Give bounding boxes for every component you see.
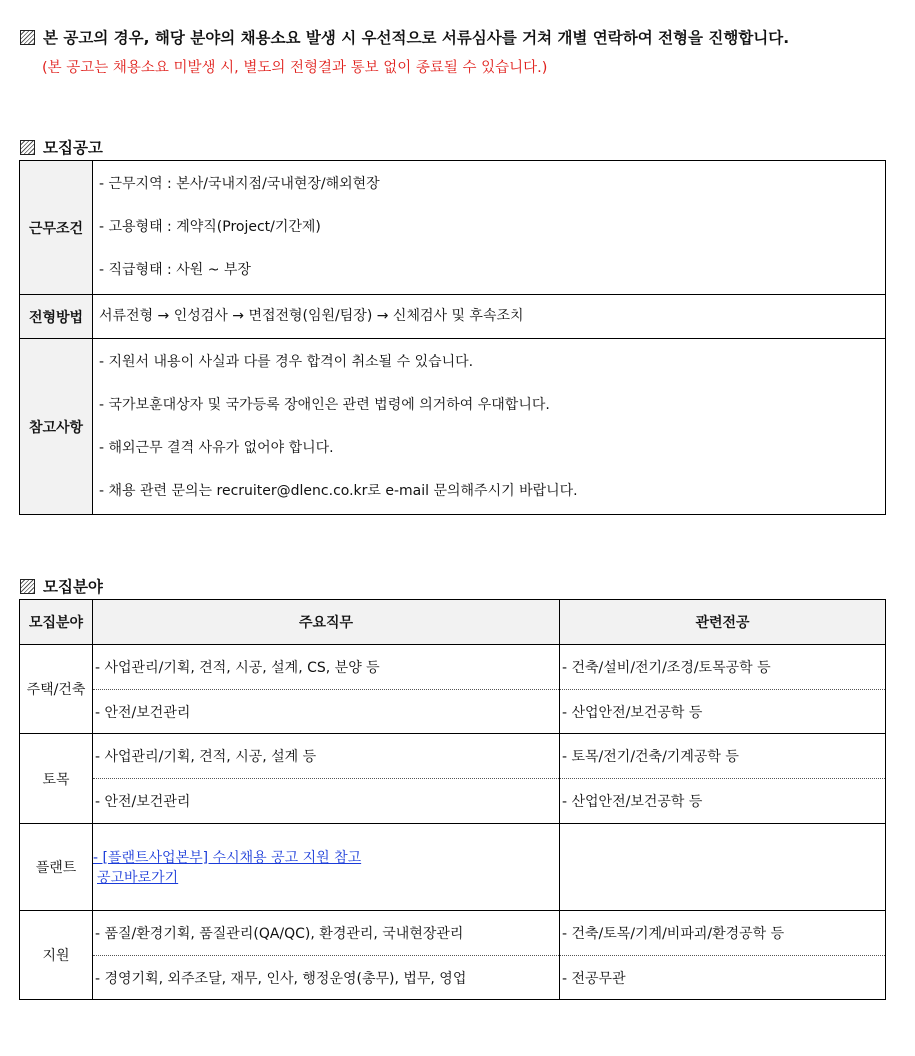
header-major: 관련전공 bbox=[560, 600, 886, 645]
table-row bbox=[20, 911, 886, 956]
table-row bbox=[20, 779, 886, 824]
row-content bbox=[93, 161, 886, 295]
table-row bbox=[20, 734, 886, 779]
table-row bbox=[20, 161, 886, 295]
major-cell: - 건축/토목/기계/비파괴/환경공학 등 bbox=[560, 911, 886, 956]
hatched-square-icon bbox=[20, 140, 35, 155]
duty-cell: - 품질/환경기획, 품질관리(QA/QC), 환경관리, 국내현장관리 bbox=[93, 911, 560, 956]
table-row bbox=[20, 824, 886, 911]
notice-main bbox=[20, 26, 900, 48]
major-cell bbox=[560, 824, 886, 911]
duty-cell bbox=[93, 824, 560, 911]
duty-cell: - 안전/보건관리 bbox=[93, 690, 560, 734]
row-label: 근무조건 bbox=[20, 161, 93, 295]
recruit-fields-title-text: 모집분야 bbox=[43, 578, 103, 596]
recruit-fields-title bbox=[20, 575, 103, 597]
major-cell: - 산업안전/보건공학 등 bbox=[560, 690, 886, 734]
notice-main-text: 본 공고의 경우, 해당 분야의 채용소요 발생 시 우선적으로 서류심사를 거쳐 개별 연락하여 전형을 진행합니다. bbox=[43, 29, 790, 47]
row-content bbox=[93, 339, 886, 515]
recruit-notice-table bbox=[19, 160, 886, 515]
table-row bbox=[20, 690, 886, 734]
content-line: 서류전형 → 인성검사 → 면접전형(임원/팀장) → 신체검사 및 후속조치 bbox=[99, 308, 524, 324]
table-row bbox=[20, 339, 886, 515]
major-cell: - 토목/전기/건축/기계공학 등 bbox=[560, 734, 886, 779]
content-line: - 고용형태 : 계약직(Project/기간제) bbox=[99, 219, 321, 235]
group-name: 플랜트 bbox=[20, 824, 93, 911]
major-cell: - 건축/설비/전기/조경/토목공학 등 bbox=[560, 645, 886, 690]
content-line: - 해외근무 결격 사유가 없어야 합니다. bbox=[99, 439, 334, 456]
row-content bbox=[93, 295, 886, 339]
recruit-notice-title-text: 모집공고 bbox=[43, 139, 103, 157]
recruit-fields-table bbox=[19, 599, 886, 1000]
major-cell: - 산업안전/보건공학 등 bbox=[560, 779, 886, 824]
group-name: 지원 bbox=[20, 911, 93, 1000]
group-name: 주택/건축 bbox=[20, 645, 93, 734]
major-cell: - 전공무관 bbox=[560, 956, 886, 1000]
duty-cell: - 안전/보건관리 bbox=[93, 779, 560, 824]
header-duty: 주요직무 bbox=[93, 600, 560, 645]
plant-notice-link[interactable]: - [플랜트사업본부] 수시채용 공고 지원 참고 bbox=[93, 850, 362, 866]
hatched-square-icon bbox=[20, 579, 35, 594]
duty-cell: - 사업관리/기획, 견적, 시공, 설계, CS, 분양 등 bbox=[93, 645, 560, 690]
duty-cell: - 경영기획, 외주조달, 재무, 인사, 행정운영(총무), 법무, 영업 bbox=[93, 956, 560, 1000]
table-row bbox=[20, 295, 886, 339]
notice bbox=[20, 26, 900, 77]
row-label: 참고사항 bbox=[20, 339, 93, 515]
content-line: - 직급형태 : 사원 ~ 부장 bbox=[99, 262, 251, 278]
content-line: - 근무지역 : 본사/국내지점/국내현장/해외현장 bbox=[99, 176, 380, 192]
header-row bbox=[20, 600, 886, 645]
group-name: 토목 bbox=[20, 734, 93, 824]
duty-cell: - 사업관리/기획, 견적, 시공, 설계 등 bbox=[93, 734, 560, 779]
table-row bbox=[20, 645, 886, 690]
content-line: - 채용 관련 문의는 recruiter@dlenc.co.kr로 e-mail 문의해주시기 바랍니다. bbox=[99, 482, 578, 499]
recruit-notice-title bbox=[20, 136, 103, 158]
content-line: - 지원서 내용이 사실과 다를 경우 합격이 취소될 수 있습니다. bbox=[99, 353, 474, 370]
table-row bbox=[20, 956, 886, 1000]
row-label: 전형방법 bbox=[20, 295, 93, 339]
notice-sub: (본 공고는 채용소요 미발생 시, 별도의 전형결과 통보 없이 종료될 수 있습니다.) bbox=[42, 60, 548, 76]
header-field: 모집분야 bbox=[20, 600, 93, 645]
hatched-square-icon bbox=[20, 30, 35, 45]
go-to-notice-link[interactable]: 공고바로가기 bbox=[97, 870, 179, 886]
content-line: - 국가보훈대상자 및 국가등록 장애인은 관련 법령에 의거하여 우대합니다. bbox=[99, 396, 550, 413]
